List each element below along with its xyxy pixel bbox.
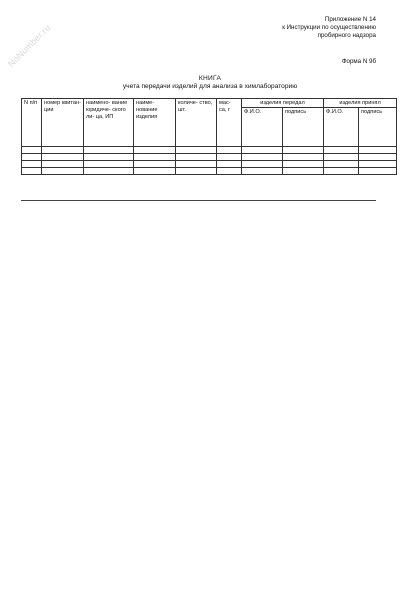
table-cell bbox=[359, 147, 397, 154]
table-cell bbox=[42, 161, 84, 168]
table-cell bbox=[324, 168, 359, 175]
table-cell bbox=[84, 161, 134, 168]
table-cell bbox=[359, 168, 397, 175]
table-cell bbox=[176, 161, 217, 168]
appendix-note bbox=[282, 16, 376, 40]
column-header-received-fio: Ф.И.О. bbox=[324, 108, 359, 147]
table-cell bbox=[217, 154, 242, 161]
appendix-line-1: Приложение N 14 bbox=[324, 16, 376, 23]
register-table bbox=[21, 98, 397, 175]
column-header-mass: мас- са, г bbox=[217, 99, 242, 147]
table-cell bbox=[84, 154, 134, 161]
table-row bbox=[22, 168, 397, 175]
table-row bbox=[22, 154, 397, 161]
table-cell bbox=[283, 161, 324, 168]
table-cell bbox=[242, 147, 283, 154]
table-cell bbox=[324, 161, 359, 168]
table-cell bbox=[134, 147, 176, 154]
table-cell bbox=[324, 147, 359, 154]
table-cell bbox=[134, 161, 176, 168]
table-cell bbox=[42, 168, 84, 175]
table-cell bbox=[84, 168, 134, 175]
column-header-received-signature: подпись bbox=[359, 108, 397, 147]
appendix-line-3: пробирного надзора bbox=[317, 32, 376, 39]
table-cell bbox=[22, 147, 42, 154]
table-cell bbox=[217, 168, 242, 175]
table-body bbox=[22, 147, 397, 175]
column-header-quantity: количе- ство, шт. bbox=[176, 99, 217, 147]
column-group-passed: изделия передал bbox=[242, 99, 324, 108]
table-cell bbox=[134, 154, 176, 161]
table-row bbox=[22, 147, 397, 154]
table-cell bbox=[242, 154, 283, 161]
column-header-item-name: наиме- нование изделия bbox=[134, 99, 176, 147]
table-cell bbox=[134, 168, 176, 175]
bottom-divider bbox=[21, 200, 376, 201]
table-cell bbox=[217, 161, 242, 168]
document-title bbox=[0, 75, 420, 91]
column-header-legal-entity: наимено- вание юридиче- ского ли- ца, ИП bbox=[84, 99, 134, 147]
table-cell bbox=[42, 154, 84, 161]
column-header-passed-fio: Ф.И.О. bbox=[242, 108, 283, 147]
table-cell bbox=[176, 154, 217, 161]
table-cell bbox=[22, 161, 42, 168]
table-cell bbox=[22, 168, 42, 175]
table-cell bbox=[176, 147, 217, 154]
table-cell bbox=[324, 154, 359, 161]
table-cell bbox=[217, 147, 242, 154]
column-group-received: изделия принял bbox=[324, 99, 397, 108]
table-cell bbox=[42, 147, 84, 154]
table-header-row bbox=[22, 99, 397, 108]
title-line-1: КНИГА bbox=[198, 75, 222, 82]
table-cell bbox=[283, 168, 324, 175]
title-line-2: учета передачи изделий для анализа в химлабораторию bbox=[122, 83, 298, 90]
table-cell bbox=[359, 161, 397, 168]
table-cell bbox=[176, 168, 217, 175]
table-cell bbox=[283, 147, 324, 154]
column-header-receipt-number: номер квитан- ции bbox=[42, 99, 84, 147]
table-cell bbox=[359, 154, 397, 161]
table-cell bbox=[84, 147, 134, 154]
table-cell bbox=[242, 161, 283, 168]
watermark: NoNumber.ru bbox=[5, 22, 53, 70]
column-header-passed-signature: подпись bbox=[283, 108, 324, 147]
table-cell bbox=[242, 168, 283, 175]
form-number: Форма N 9б bbox=[341, 58, 376, 65]
table-cell bbox=[283, 154, 324, 161]
appendix-line-2: к Инструкции по осуществлению bbox=[282, 24, 376, 31]
table-row bbox=[22, 161, 397, 168]
table-cell bbox=[22, 154, 42, 161]
column-header-number: N п/п bbox=[22, 99, 42, 147]
